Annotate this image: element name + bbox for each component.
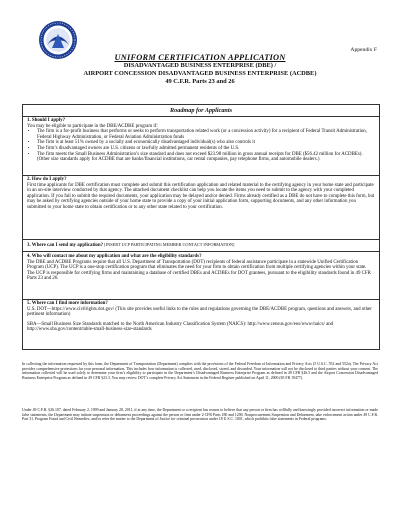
divider: [23, 251, 379, 252]
question-heading: 4. Who will contact me about my application and what are the eligibility standards?: [27, 254, 202, 259]
list-item: • The firm is at least 51% owned by a socially and economically disadvantaged individual(s) who also controls it: [37, 140, 375, 146]
eligibility-list: [27, 129, 375, 163]
warning-text: Under 49 C.F.R. §26.107, dated February 2, 1999 and January 28, 2011, if at any time, the Department or a recipient has reason to believe that any person or firm has willfully and knowingly provided incorrect information or made false statements, the Department may initiate suspension or debarment proceedings against the person or firm under 2 CFR Parts 180 and 1200, Nonprocurement Suspension and Debarment, take enforcement action under 49 C.F.R. Part 31, Program Fraud and Civil Remedies, and/or refer the matter to the Department of Justice for criminal prosecution under 18 U.S.C. 1001, which prohibits false statements in Federal programs.: [22, 408, 378, 421]
question-heading: 3. Where can I send my application?: [27, 243, 104, 248]
list-item: • The firm meets the Small Business Administration’s size standard and does not exceed $23.98 million in gross annual receipts for DBE ($56.42 million for ACDBEs). (Other size standards apply for ACDBE that are banks/financial institutions, car rental companies, pay telephone firms, and automobile dealers.): [37, 152, 375, 163]
list-item: • The firm is a for-profit business that performs or seeks to perform transportation related work (or a concession activity) for a recipient of Federal Transit Administration, Federal Highway Administration, or Federal Aviation Administration funds: [37, 129, 375, 140]
form-subtitle-acdbe: AIRPORT CONCESSION DISADVANTAGED BUSINESS ENTERPRISE (ACDBE): [83, 70, 317, 77]
appendix-label: Appendix F: [350, 47, 377, 53]
question-heading: 1. Should I apply?: [27, 118, 66, 123]
section-intro: You may be eligible to participate in the DBE/ACDBE program if:: [27, 123, 158, 129]
section-body: The DBE and ACDBE Programs require that all U.S. Department of Transportation (DOT) recipients of federal assistance participate in a statewide Unified Certification Program (UCP). The UCP is a one-stop certification program that eliminates the need for your firm to obtain certification from multiple certifying agencies within your state. The UCP is responsible for certifying firms and maintaining a database of certified DBEs and ACDBEs for DOT grantees, pursuant to the eligibility standards found in 49 CFR Parts 23 and 26.: [27, 259, 371, 282]
question-heading: 2. How do I apply?: [27, 177, 67, 182]
dot-resource-link[interactable]: U.S. DOT—https://www.civilrights.dot.gov/ (This site provides useful links to the rules and regulations governing the DBE/ACDBE program, questions and answers, and other pertinent information): [27, 306, 372, 318]
privacy-text: In collecting the information requested by this form, the Department of Transportation (Department) complies with the provisions of the Federal Freedom of Information and Privacy Acts (5 U.S.C. 552 and 552a). The Privacy Act provides comprehensive protections for your personal information. This includes how information is collected, used, disclosed, stored, and discarded. Your information will not be disclosed to third parties without your consent. The information collected will be used solely to determine your firm’s eligibility to participate in the Department’s Disadvantaged Business Enterprise Program as defined in 49 CFR §26.5 and the Airport Concession Disadvantaged Business Enterprise Program as defined in 49 CFR §23.3. You may review DOT’s complete Privacy Act Statement in the Federal Register published on April 11, 2000 (65 FR 19477).: [22, 362, 378, 380]
section-more-info: [27, 301, 375, 333]
contact-placeholder: [INSERT UCP PARTICIPATING MEMBER CONTACT INFORMATION]: [104, 242, 235, 247]
roadmap-title: Roadmap for Applicants: [170, 107, 232, 114]
fraud-warning: [22, 408, 378, 422]
section-how-apply: [27, 177, 375, 211]
roadmap-box: [22, 104, 380, 350]
list-item: • The firm’s disadvantaged owners are U.S. citizens or lawfully admitted permanent residents of the U.S.: [37, 146, 375, 152]
form-subtitle-dbe: DISADVANTAGED BUSINESS ENTERPRISE (DBE) /: [123, 62, 277, 69]
sba-resource-link[interactable]: SBA—Small Business Size Standards matched to the North American Industry Classification System (NAICS): http://www.census.gov/eos/www/naics/ and http://www.sba.gov/content/table-small-business-size-standards: [27, 321, 334, 333]
divider: [23, 116, 379, 117]
divider: [23, 299, 379, 300]
form-title: UNIFORM CERTIFICATION APPLICATION: [114, 53, 286, 62]
section-body: First time applicants for DBE certification must complete and submit this certification application and related material to the certifying agency in your home state and participate in an on-site interview conducted by that agency. The attached document checklist can help you locate the items you need to submit to the agency with your completed application. If you fail to submit the required documents, your application may be delayed and/or denied. Firms already certified as a DBE do not have to complete this form, but may be asked by certifying agencies outside of your home state to provide a copy of your initial application form, supporting documents, and any other information you submitted to your home state to obtain certification or to any other state related to your certification.: [27, 182, 375, 210]
section-should-apply: [27, 118, 375, 163]
divider: [23, 175, 379, 176]
section-who-contact: [27, 254, 375, 282]
question-heading: 5. Where can I find more information?: [27, 301, 108, 306]
privacy-statement: [22, 362, 378, 380]
title-block: [0, 53, 400, 86]
form-subtitle-cfr: 49 C.F.R. Parts 23 and 26: [165, 78, 235, 85]
section-where-send: [27, 242, 375, 249]
divider: [23, 239, 379, 240]
